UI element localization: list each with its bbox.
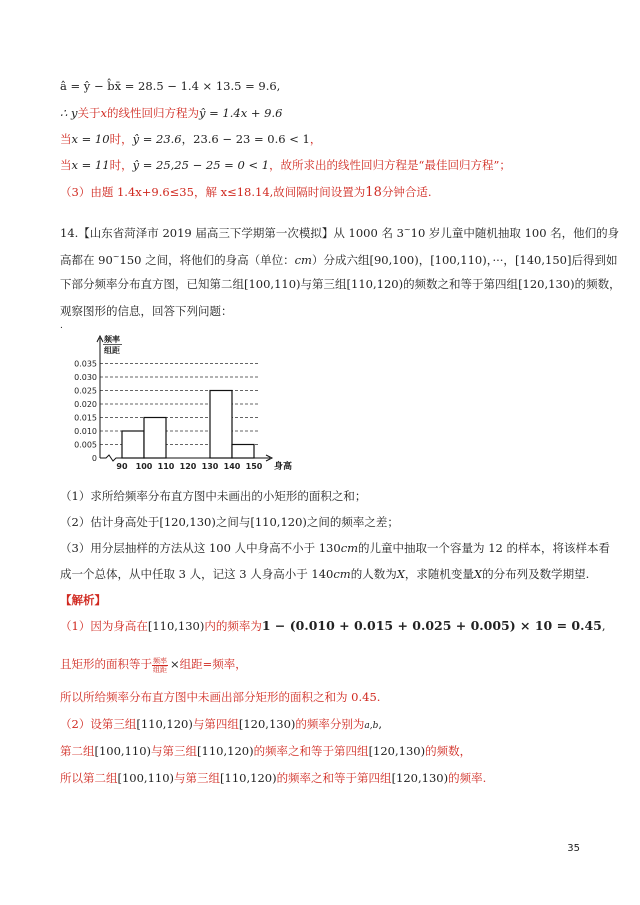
analysis-line-2: 且矩形的面积等于 $\frac{\text{频率}}{\text{组距}}$ ×组距=频率， — [60, 656, 247, 674]
histogram-bar-130-140 — [210, 391, 232, 459]
histogram-bar-140-150 — [232, 445, 254, 459]
regression-equation-line: ∴ y关于x的线性回归方程为ŷ = 1.4x + 9.6 — [60, 106, 283, 120]
check-x11-line: 当x = 11时，ŷ = 25,25 − 25 = 0 < 1，故所求出的线性回归方程是“最佳回归方程”； — [60, 158, 511, 172]
x-tick-label-130: 130 — [201, 462, 219, 471]
sub-question-3-line-1: （3）用分层抽样的方法从这 100 人中身高不小于 130cm的儿童中抽取一个容量为 12 的样本，将该样本看 — [60, 541, 610, 555]
x-tick-label-110: 110 — [157, 462, 175, 471]
sub-question-3-line-2: 成一个总体，从中任取 3 人，记这 3 人身高小于 140cm的人数为X，求随机变量X的分布列及数学期望. — [60, 567, 590, 581]
x-tick-label-90: 90 — [116, 462, 128, 471]
x-tick-label-120: 120 — [179, 462, 197, 471]
y-tick-label-4: 0.020 — [74, 400, 97, 409]
question-14-line-2: 高都在 90~150 之间，将他们的身高（单位：cm）分成六组[90,100)，[100,110)，···，[140,150]后得到如 — [60, 252, 618, 267]
y-tick-label-0: 0 — [91, 454, 97, 463]
histogram-bars — [122, 391, 254, 459]
part3-answer-line: （3）由题 1.4x+9.6≤35，解 x≤18.14,故间隔时间设置为18分钟合适. — [60, 185, 432, 200]
x-axis-title: 身高 — [274, 462, 293, 472]
intercept-formula: â = ŷ − b̂x̄ = 28.5 − 1.4 × 13.5 = 9.6 — [60, 79, 277, 93]
y-tick-label-5: 0.025 — [74, 386, 97, 396]
y-tick-label-7: 0.035 — [74, 359, 97, 369]
histogram-bar-90-100 — [122, 431, 144, 458]
histogram-bar-100-110 — [144, 418, 166, 459]
regression-intercept-line: â = ŷ − b̂x̄ = 28.5 − 1.4 × 13.5 = 9.6, — [60, 79, 281, 93]
x-tick-label-150: 150 — [245, 462, 263, 471]
sub-question-2: （2）估计身高处于[120,130)之间与[110,120)之间的频率之差； — [60, 515, 399, 529]
x-tick-label-100: 100 — [135, 462, 153, 471]
analysis-heading: 【解析】 — [60, 593, 106, 607]
fraction-freq-over-width: $\frac{\text{频率}}{\text{组距}}$ — [153, 656, 167, 674]
question-14-line-4: 观察图形的信息，回答下列问题： — [60, 304, 233, 318]
y-axis-title-bottom: 组距 — [104, 346, 120, 355]
analysis-line-4: （2）设第三组[110,120)与第四组[120,130)的频率分别为a,b, — [60, 717, 383, 731]
check-x10-line: 当x = 10时，ŷ = 23.6，23.6 − 23 = 0.6 < 1， — [60, 132, 322, 146]
question-14-line-3: 下部分频率分布直方图，已知第二组[100,110)与第三组[110,120)的频数之和等于第四组[120,130)的频数， — [60, 277, 621, 291]
analysis-line-5: 第二组[100,110)与第三组[110,120)的频率之和等于第四组[120,130)的频数， — [60, 744, 472, 758]
x-tick-label-140: 140 — [223, 462, 241, 471]
y-tick-label-6: 0.030 — [74, 373, 97, 382]
y-axis-title-top: 频率 — [104, 335, 120, 344]
y-tick-label-3: 0.015 — [74, 413, 97, 423]
analysis-line-3: 所以所给频率分布直方图中未画出部分矩形的面积之和为 0.45. — [60, 690, 381, 704]
stray-dot: . — [60, 321, 63, 331]
sub-question-1: （1）求所给频率分布直方图中未画出的小矩形的面积之和； — [60, 489, 367, 503]
question-14-line-1: 14.【山东省菏泽市 2019 届高三下学期第一次模拟】从 1000 名 3~10 岁儿童中随机抽取 100 名，他们的身 — [60, 225, 620, 240]
y-tick-label-1: 0.005 — [74, 440, 97, 450]
y-tick-label-2: 0.010 — [74, 427, 97, 436]
analysis-line-6: 所以第二组[100,110)与第三组[110,120)的频率之和等于第四组[120,130)的频率. — [60, 771, 487, 785]
analysis-line-1: （1）因为身高在[110,130)内的频率为1 − (0.010 + 0.015 + 0.025 + 0.005) × 10 = 0.45, — [60, 618, 606, 633]
frequency-histogram — [60, 330, 300, 476]
page-number: 35 — [567, 843, 580, 854]
histogram-labels — [74, 334, 292, 472]
